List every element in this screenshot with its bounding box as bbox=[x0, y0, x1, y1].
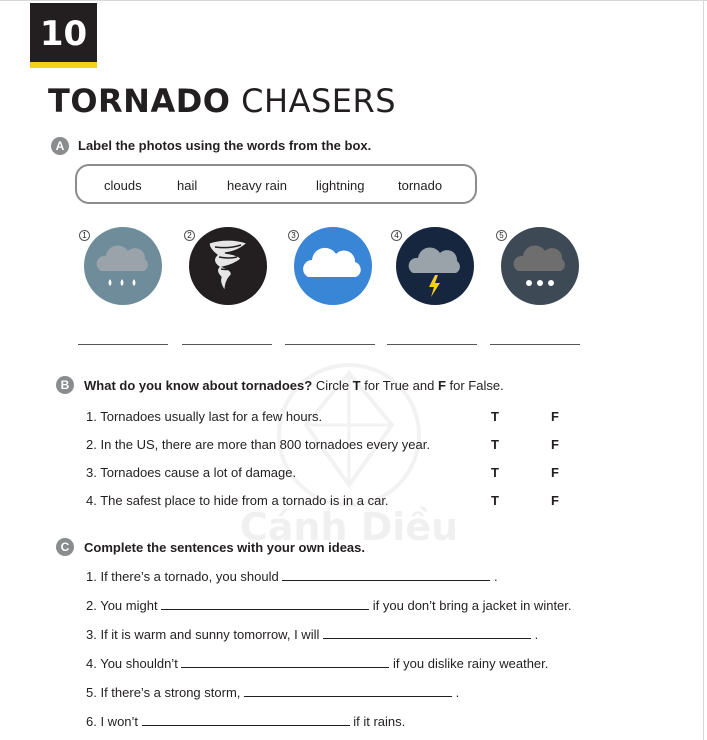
false-option-1[interactable]: F bbox=[551, 409, 559, 424]
sentence-4: 4. You shouldn’t if you dislike rainy weather. bbox=[86, 656, 549, 671]
section-c-instruction: Complete the sentences with your own ideas. bbox=[84, 540, 366, 555]
tf-question-4: 4. The safest place to hide from a tornado is in a car. bbox=[86, 493, 389, 508]
answer-line-5[interactable] bbox=[490, 344, 580, 345]
section-a-badge: A bbox=[51, 137, 69, 155]
page-title bbox=[48, 82, 396, 120]
cloud-icon bbox=[294, 227, 372, 305]
blank-6[interactable] bbox=[142, 713, 350, 726]
unit-accent-bar bbox=[30, 62, 97, 68]
answer-line-1[interactable] bbox=[78, 344, 168, 345]
false-option-3[interactable]: F bbox=[551, 465, 559, 480]
word-tornado: tornado bbox=[398, 178, 443, 193]
sentence-5: 5. If there’s a strong storm, . bbox=[86, 685, 460, 700]
page-top-border bbox=[0, 0, 707, 1]
blank-5[interactable] bbox=[244, 684, 452, 697]
sentence-3: 3. If it is warm and sunny tomorrow, I will . bbox=[86, 627, 539, 642]
blank-3[interactable] bbox=[323, 626, 531, 639]
section-b-badge: B bbox=[56, 376, 74, 394]
word-clouds: clouds bbox=[104, 178, 142, 193]
answer-line-2[interactable] bbox=[182, 344, 272, 345]
blank-2[interactable] bbox=[161, 597, 369, 610]
tf-question-2: 2. In the US, there are more than 800 tornadoes every year. bbox=[86, 437, 430, 452]
photo-5 bbox=[501, 227, 579, 305]
tf-question-1: 1. Tornadoes usually last for a few hours. bbox=[86, 409, 323, 424]
sentence-2: 2. You might if you don’t bring a jacket in winter. bbox=[86, 598, 572, 613]
tf-question-3: 3. Tornadoes cause a lot of damage. bbox=[86, 465, 297, 480]
sentence-6: 6. I won’t if it rains. bbox=[86, 714, 406, 729]
false-option-2[interactable]: F bbox=[551, 437, 559, 452]
blank-4[interactable] bbox=[181, 655, 389, 668]
word-lightning: lightning bbox=[316, 178, 365, 193]
hail-cloud-icon bbox=[501, 227, 579, 305]
tornado-icon bbox=[189, 227, 267, 305]
word-hail: hail bbox=[177, 178, 198, 193]
word-heavy-rain: heavy rain bbox=[227, 178, 287, 193]
answer-line-4[interactable] bbox=[387, 344, 477, 345]
true-option-1[interactable]: T bbox=[491, 409, 499, 424]
sentence-1: 1. If there’s a tornado, you should . bbox=[86, 569, 498, 584]
photo-number-2: 2 bbox=[184, 230, 195, 241]
true-option-4[interactable]: T bbox=[491, 493, 499, 508]
true-option-2[interactable]: T bbox=[491, 437, 499, 452]
unit-number: 10 bbox=[39, 14, 88, 54]
title-bold: TORNADO bbox=[48, 82, 231, 120]
svg-text:Cánh Diều: Cánh Diều bbox=[239, 505, 459, 549]
photo-number-5: 5 bbox=[496, 230, 507, 241]
rain-cloud-icon bbox=[84, 227, 162, 305]
photo-2 bbox=[189, 227, 267, 305]
photo-3 bbox=[294, 227, 372, 305]
answer-line-3[interactable] bbox=[285, 344, 375, 345]
true-option-3[interactable]: T bbox=[491, 465, 499, 480]
photo-4 bbox=[396, 227, 474, 305]
false-option-4[interactable]: F bbox=[551, 493, 559, 508]
photo-number-1: 1 bbox=[79, 230, 90, 241]
photo-number-3: 3 bbox=[288, 230, 299, 241]
section-b-instruction: What do you know about tornadoes? Circle T for True and F for False. bbox=[84, 378, 504, 393]
title-regular: CHASERS bbox=[241, 82, 397, 120]
section-c-badge: C bbox=[56, 538, 74, 556]
photo-1 bbox=[84, 227, 162, 305]
section-a-instruction: Label the photos using the words from the box. bbox=[78, 138, 372, 153]
lightning-cloud-icon bbox=[396, 227, 474, 305]
blank-1[interactable] bbox=[282, 568, 490, 581]
page-right-border bbox=[703, 0, 704, 740]
photo-number-4: 4 bbox=[391, 230, 402, 241]
unit-number-badge bbox=[30, 3, 97, 65]
